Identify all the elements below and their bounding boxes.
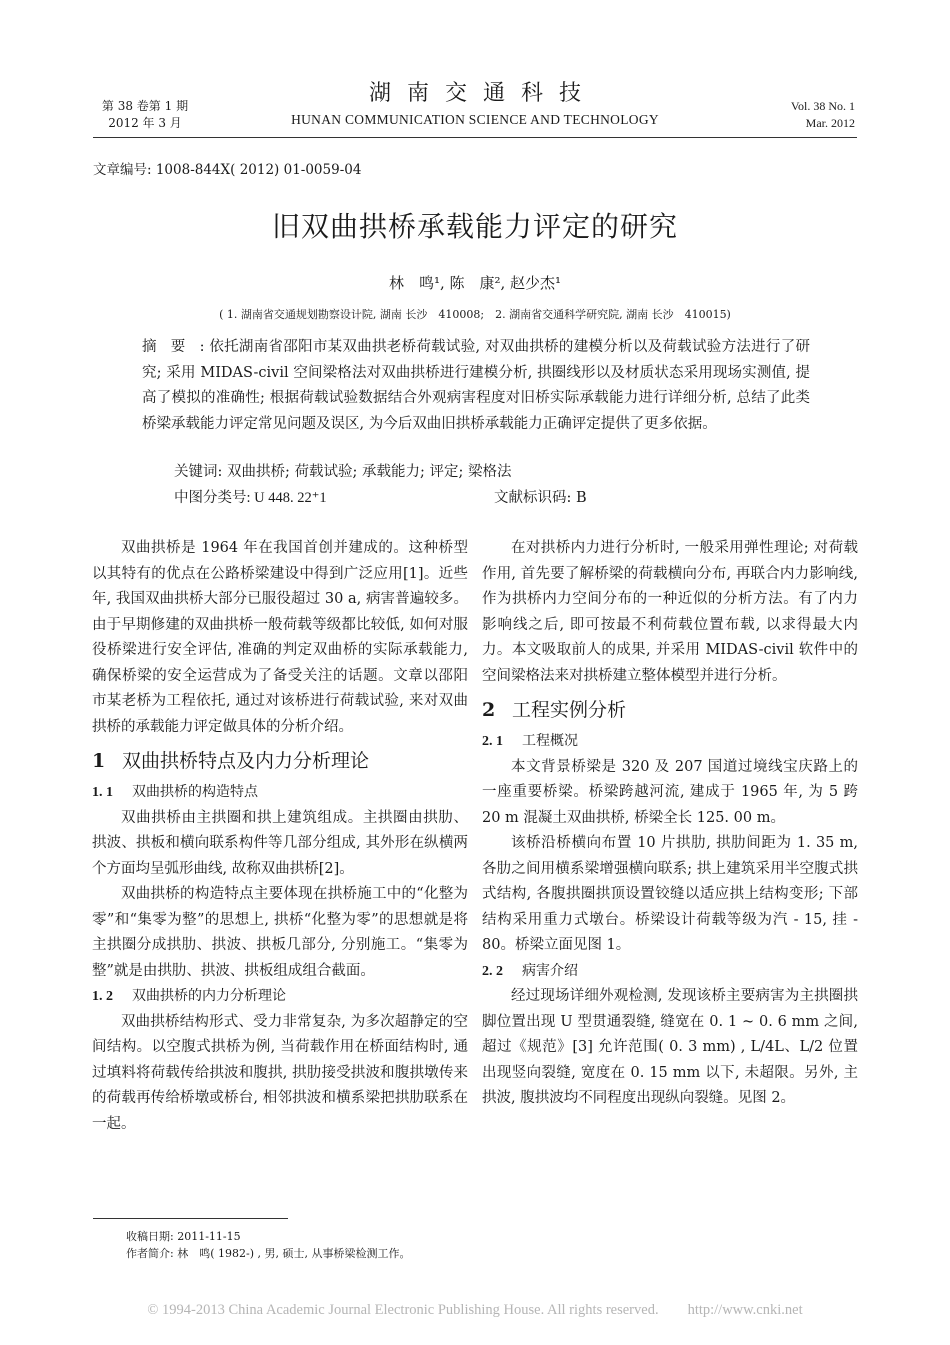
section-2-1-heading (482, 729, 858, 755)
subsection-number: 1. 1 (92, 785, 113, 800)
author-bio: 作者简介: 林 鸣( 1982-) , 男, 硕士, 从事桥梁检测工作。 (126, 1247, 411, 1260)
section-2-2-heading (482, 959, 858, 985)
journal-name-cn: 湖南交通科技 (368, 81, 597, 106)
subsection-title: 双曲拱桥的构造特点 (132, 784, 258, 800)
body-paragraph: 双曲拱桥的构造特点主要体现在拱桥施工中的“化整为零”和“集零为整”的思想上, 拱桥“化整为零”的思想就是将主拱圈分成拱肋、拱波、拱板几部分, 分别施工。“集零为整”就是由拱肋、拱波、拱板组成组合截面。 (92, 886, 468, 979)
copyright-footer: © 1994-2013 China Academic Journal Electronic Publishing House. All rights reserved. http://www.cnki.net (147, 1302, 803, 1318)
abstract (142, 335, 810, 437)
affiliations: ( 1. 湖南省交通规划勘察设计院, 湖南 长沙 410008; 2. 湖南省交通科学研究院, 湖南 长沙 410015) (219, 308, 731, 321)
body-paragraph: 双曲拱桥结构形式、受力非常复杂, 为多次超静定的空间结构。以空腹式拱桥为例, 当荷载作用在桥面结构时, 通过填料将荷载传给拱波和腹拱, 拱肋接受拱波和腹拱墩传来的荷载再传给桥墩或桥台, 相邻拱波和横系梁把拱肋联系在一起。 (92, 1013, 468, 1132)
author-list: 林 鸣¹, 陈 康², 赵少杰¹ (388, 274, 562, 292)
section-2-heading (482, 697, 858, 723)
section-1-heading (92, 748, 468, 774)
body-paragraph: 在对拱桥内力进行分析时, 一般采用弹性理论; 对荷载作用, 首先要了解桥梁的荷载横向分布, 再联合内力影响线, 作为拱桥内力空间分布的一种近似的分析方法。有了内力影响线之后, 即可按最不利荷载位置布载, 以求得最大内力。本文吸取前人的成果, 并采用 MIDAS-civil 软件中的空间梁格法来对拱桥建立整体模型并进行分析。 (482, 540, 858, 684)
paper-title: 旧双曲拱桥承载能力评定的研究 (271, 210, 678, 243)
section-title: 工程实例分析 (512, 699, 627, 721)
subsection-title: 双曲拱桥的内力分析理论 (132, 988, 286, 1004)
body-paragraph: 本文背景桥梁是 320 及 207 国道过境线宝庆路上的一座重要桥梁。桥梁跨越河流, 建成于 1965 年, 为 5 跨 20 m 混凝土双曲拱桥, 桥梁全长 125. 00 m。 (482, 758, 858, 826)
issue-volume-en: Vol. 38 No. 1 (790, 99, 855, 113)
intro-paragraph: 双曲拱桥是 1964 年在我国首创并建成的。这种桥型以其特有的优点在公路桥梁建设中得到广泛应用[1]。近些年, 我国双曲拱桥大部分已服役超过 30 a, 病害普遍较多。由于早期修建的双曲拱桥一般荷载等级都比较低, 如何对服役桥梁进行安全评估, 准确的判定双曲桥的实际承载能力, 确保桥梁的安全运营成为了备受关注的话题。文章以邵阳市某老桥为工程依托, 通过对该桥进行荷载试验, 来对双曲拱桥的承载能力评定做具体的分析介绍。 (92, 540, 468, 735)
right-column (482, 536, 858, 1112)
body-paragraph: 经过现场详细外观检测, 发现该桥主要病害为主拱圈拱脚位置出现 U 型贯通裂缝, 缝宽在 0. 1 ~ 0. 6 mm 之间, 超过《规范》[3] 允许范围( 0. 3 mm) , L/4L、L/2 位置出现竖向裂缝, 宽度在 0. 15 mm 以下, 未超限。另外, 主拱波, 腹拱波均不同程度出现纵向裂缝。见图 2。 (482, 988, 858, 1106)
issue-date-en: Mar. 2012 (805, 116, 855, 130)
issue-volume: 第 38 卷第 1 期 (101, 99, 189, 113)
section-title: 双曲拱桥特点及内力分析理论 (122, 750, 370, 772)
body-paragraph: 该桥沿桥横向布置 10 片拱肋, 拱肋间距为 1. 35 m, 各肋之间用横系梁增强横向联系; 拱上建筑采用半空腹式拱式结构, 各腹拱圈拱顶设置铰缝以适应拱上结构变形; 下部结构采用重力式墩台。桥梁设计荷载等级为汽 - 15, 挂 - 80。桥梁立面见图 1。 (482, 835, 858, 953)
document-code: 文献标识码: B (494, 490, 587, 506)
header-divider (93, 137, 857, 138)
body-paragraph: 双曲拱桥由主拱圈和拱上建筑组成。主拱圈由拱肋、拱波、拱板和横向联系构件等几部分组成, 其外形在纵横两个方面均呈弧形曲线, 故称双曲拱桥[2]。 (92, 809, 468, 877)
subsection-number: 2. 2 (482, 963, 503, 979)
subsection-number: 2. 1 (482, 734, 503, 749)
section-number: 2 (482, 699, 496, 721)
footnote-divider (93, 1218, 288, 1219)
keywords: 关键词: 双曲拱桥; 荷载试验; 承载能力; 评定; 梁格法 (174, 464, 512, 480)
subsection-title: 病害介绍 (522, 962, 578, 979)
journal-name (250, 80, 700, 128)
journal-issue-en (791, 98, 855, 132)
subsection-title: 工程概况 (522, 733, 578, 749)
article-number: 文章编号: 1008-844X( 2012) 01-0059-04 (93, 162, 362, 178)
abstract-text: : 依托湖南省邵阳市某双曲拱老桥荷载试验, 对双曲拱桥的建模分析以及荷载试验方法进行了研究; 采用 MIDAS-civil 空间梁格法对双曲拱桥进行建模分析, 拱圈线形以及材质状态采用现场实测值, 提高了模拟的准确性; 根据荷载试验数据结合外观病害程度对旧桥实际承载能力进行详细分析, 总结了此类桥梁承载能力评定常见问题及误区, 为今后双曲旧拱桥承载能力正确评定提供了更多依据。 (142, 339, 810, 432)
section-number: 1 (92, 750, 106, 772)
left-column (92, 536, 468, 1137)
journal-name-en: HUNAN COMMUNICATION SCIENCE AND TECHNOLOGY (291, 112, 659, 127)
abstract-label: 摘要 (142, 339, 200, 355)
issue-date: 2012 年 3 月 (108, 116, 182, 130)
section-1-1-heading (92, 780, 468, 806)
received-date: 收稿日期: 2011-11-15 (126, 1230, 241, 1243)
subsection-number: 1. 2 (92, 989, 113, 1004)
section-1-2-heading (92, 984, 468, 1010)
clc-number: 中图分类号: U 448. 22⁺1 (174, 490, 327, 506)
journal-issue-cn (95, 98, 195, 132)
